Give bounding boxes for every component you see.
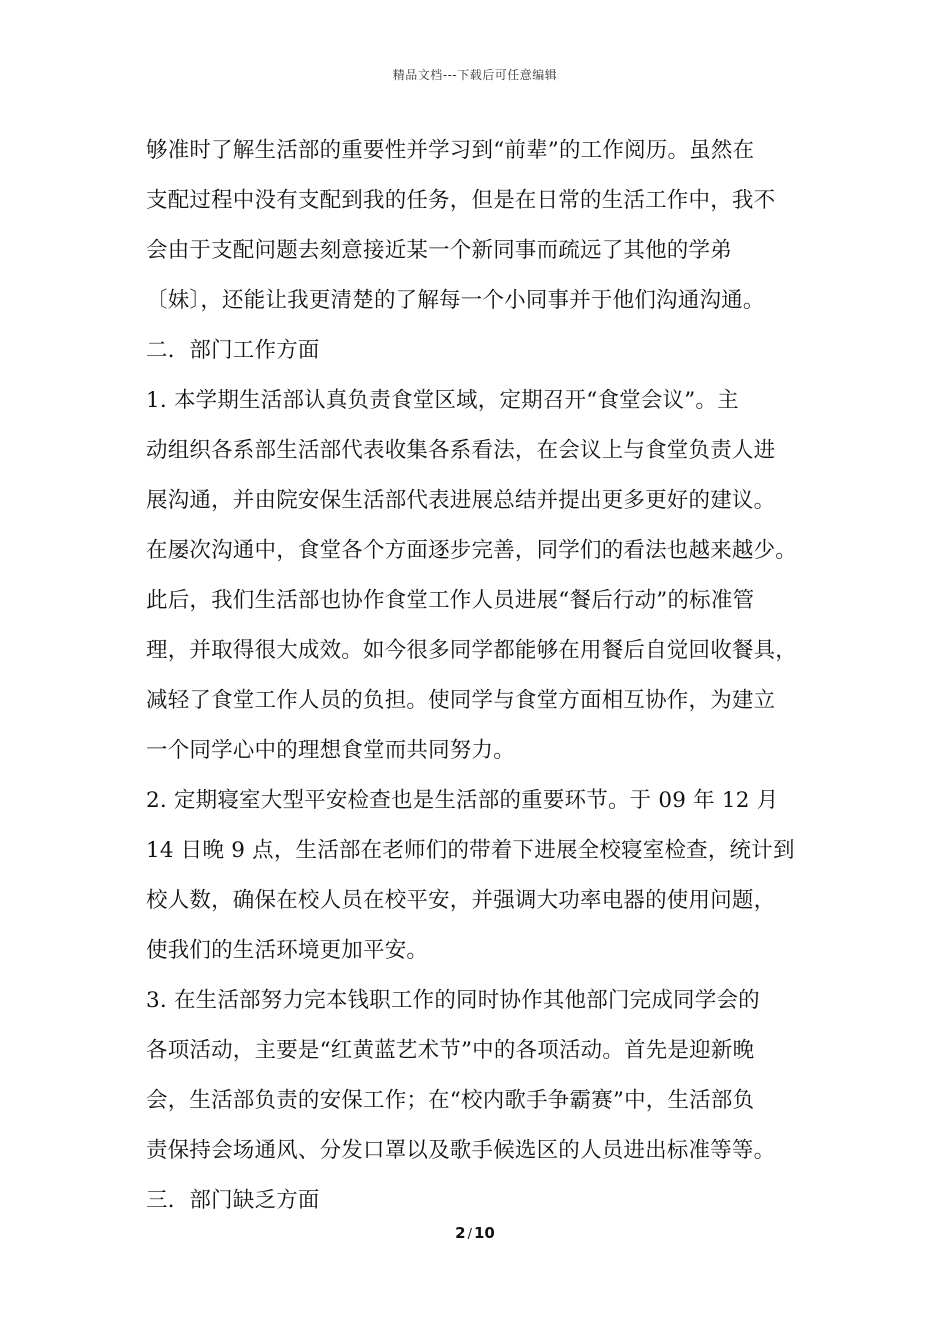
text-line-6: 1. 本学期生活部认真负责食堂区域，定期召开“食堂会议”。主 <box>146 388 739 413</box>
text-line-8: 展沟通，并由院安保生活部代表进展总结并提出更多更好的建议。 <box>146 488 776 513</box>
text-line-7: 动组织各系部生活部代表收集各系看法，在会议上与食堂负责人进 <box>146 438 776 463</box>
text-line-17: 使我们的生活环境更加平安。 <box>146 938 429 963</box>
page-separator: / <box>467 1227 472 1242</box>
current-page-number: 2 <box>455 1224 466 1242</box>
text-line-18: 3. 在生活部努力完本钱职工作的同时协作其他部门完成同学会的 <box>146 988 760 1013</box>
total-pages-number: 10 <box>473 1224 495 1242</box>
section-heading-2: 二．部门工作方面 <box>146 338 320 363</box>
text-line-10: 此后，我们生活部也协作食堂工作人员进展“餐后行动”的标准管 <box>146 588 755 613</box>
text-line-9: 在屡次沟通中，食堂各个方面逐步完善，同学们的看法也越来越少。 <box>146 538 798 563</box>
text-line-3: 会由于支配问题去刻意接近某一个新同事而疏远了其他的学弟 <box>146 238 732 263</box>
page-number <box>0 1224 950 1242</box>
text-line-16: 校人数，确保在校人员在校平安，并强调大功率电器的使用问题， <box>146 888 776 913</box>
section-heading-3: 三．部门缺乏方面 <box>146 1188 320 1213</box>
text-line-1: 够准时了解生活部的重要性并学习到“前辈”的工作阅历。虽然在 <box>146 138 755 163</box>
text-line-21: 责保持会场通风、分发口罩以及歌手候选区的人员进出标准等等。 <box>146 1138 776 1163</box>
text-line-13: 一个同学心中的理想食堂而共同努力。 <box>146 738 515 763</box>
text-line-4: 〔妹〕，还能让我更清楚的了解每一个小同事并于他们沟通沟通。 <box>146 288 765 313</box>
text-line-14: 2. 定期寝室大型平安检查也是生活部的重要环节。于 09 年 12 月 <box>146 788 779 813</box>
text-line-12: 减轻了食堂工作人员的负担。使同学与食堂方面相互协作，为建立 <box>146 688 776 713</box>
document-body <box>146 126 806 1226</box>
page-header: 精品文档---下载后可任意编辑 <box>392 68 558 82</box>
text-line-15: 14 日晚 9 点，生活部在老师们的带着下进展全校寝室检查，统计到 <box>146 838 795 863</box>
text-line-11: 理，并取得很大成效。如今很多同学都能够在用餐后自觉回收餐具， <box>146 638 798 663</box>
text-line-2: 支配过程中没有支配到我的任务，但是在日常的生活工作中，我不 <box>146 188 776 213</box>
text-line-19: 各项活动，主要是“红黄蓝艺术节”中的各项活动。首先是迎新晚 <box>146 1038 755 1063</box>
text-line-20: 会，生活部负责的安保工作；在“校内歌手争霸赛”中，生活部负 <box>146 1088 755 1113</box>
